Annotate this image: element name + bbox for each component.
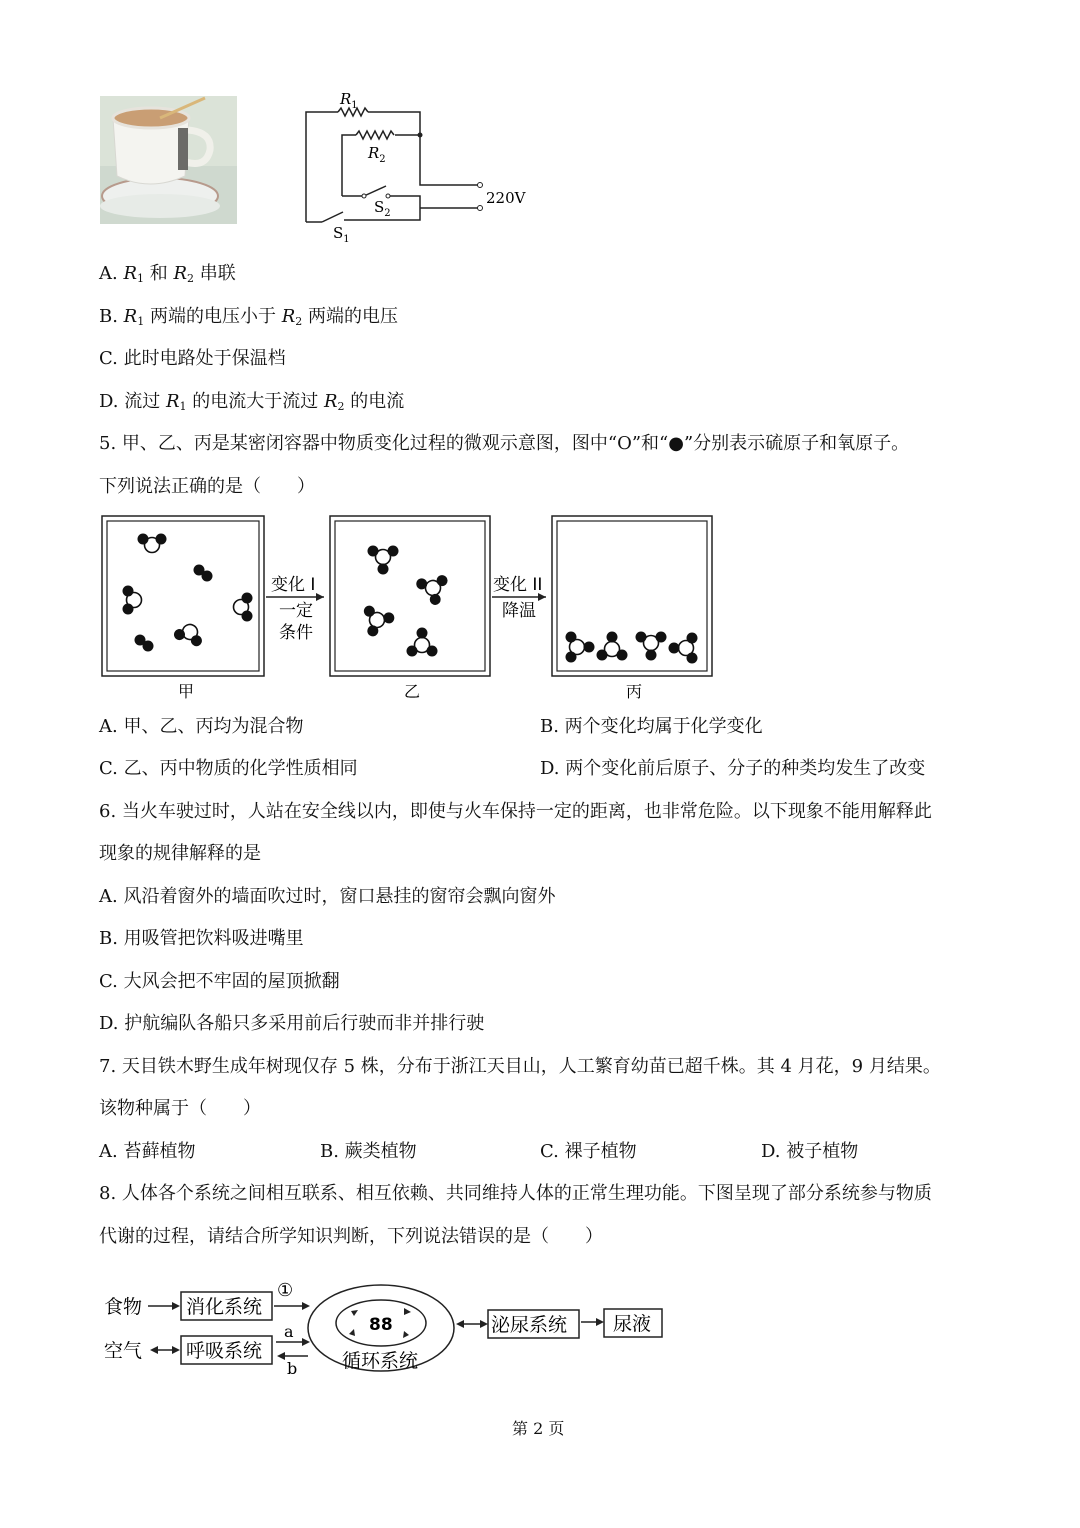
q7-stem-line1: 7. 天目铁木野生成年树现仅存 5 株，分布于浙江天目山，人工繁育幼苗已超千株。其 4 月花，9 月结果。	[99, 1056, 941, 1077]
label-r1: $R_1$	[340, 90, 358, 111]
change2-label-2: 降温	[502, 601, 536, 621]
q5-option-d: D. 两个变化前后原子、分子的种类均发生了改变	[540, 758, 926, 779]
label-urine: 尿液	[613, 1313, 652, 1335]
change1-label-2: 一定	[279, 601, 313, 621]
label-food: 食物	[104, 1296, 143, 1318]
q6-option-d: D. 护航编队各船只多采用前后行驶而非并排行驶	[99, 1013, 485, 1034]
q6-option-b: B. 用吸管把饮料吸进嘴里	[99, 928, 304, 949]
label-s2: $S_2$	[374, 198, 391, 219]
change1-label-1: 变化 I	[271, 575, 316, 595]
label-s1: $S_1$	[333, 224, 350, 245]
label-air: 空气	[104, 1340, 143, 1362]
q6-option-c: C. 大风会把不牢固的屋顶掀翻	[99, 971, 340, 992]
label-voltage: 220V	[486, 189, 526, 207]
label-mark-b: b	[287, 1359, 298, 1378]
q5-option-c: C. 乙、丙中物质的化学性质相同	[99, 758, 358, 779]
box-label-yi: 乙	[404, 682, 421, 701]
q7-option-b: B. 蕨类植物	[320, 1141, 417, 1162]
q4-option-c: C. 此时电路处于保温档	[99, 348, 286, 369]
q5-stem-line2: 下列说法正确的是（ ）	[99, 476, 315, 497]
q6-option-a: A. 风沿着窗外的墙面吹过时，窗口悬挂的窗帘会飘向窗外	[99, 886, 556, 907]
q7-option-a: A. 苔藓植物	[99, 1141, 196, 1162]
q5-stem-line1: 5. 甲、乙、丙是某密闭容器中物质变化过程的微观示意图，图中“O”和“●”分别表示硫原子和氧原子。	[99, 433, 910, 454]
q7-option-d: D. 被子植物	[761, 1141, 859, 1162]
label-circulatory: 循环系统	[342, 1350, 419, 1372]
label-mark-1: ①	[277, 1280, 294, 1301]
q8-stem-line2: 代谢的过程，请结合所学知识判断，下列说法错误的是（ ）	[99, 1226, 603, 1247]
q6-stem-line1: 6. 当火车驶过时，人站在安全线以内，即使与火车保持一定的距离，也非常危险。以下现象不能用解释此	[99, 801, 932, 822]
change2-label-1: 变化 II	[493, 575, 543, 595]
q7-stem-line2: 该物种属于（ ）	[99, 1098, 261, 1119]
q7-option-c: C. 裸子植物	[540, 1141, 637, 1162]
label-mark-a: a	[284, 1322, 294, 1341]
page-number: 第 2 页	[512, 1419, 565, 1438]
q5-option-b: B. 两个变化均属于化学变化	[540, 716, 763, 737]
q4-option-a: A. $R_1$ 和 $R_2$ 串联	[99, 263, 236, 285]
label-respiratory: 呼吸系统	[186, 1340, 263, 1362]
label-urinary: 泌尿系统	[491, 1314, 568, 1336]
q4-option-d: D. 流过 $R_1$ 的电流大于流过 $R_2$ 的电流	[99, 391, 405, 413]
box-label-bing: 丙	[626, 682, 643, 701]
q5-option-a: A. 甲、乙、丙均为混合物	[99, 716, 304, 737]
label-r2: $R_2$	[368, 144, 386, 165]
q6-stem-line2: 现象的规律解释的是	[99, 843, 261, 864]
q8-stem-line1: 8. 人体各个系统之间相互联系、相互依赖、共同维持人体的正常生理功能。下图呈现了部分系统参与物质	[99, 1183, 932, 1204]
heart-icon: 88	[369, 1315, 393, 1335]
change1-label-3: 条件	[279, 623, 313, 643]
label-digestive: 消化系统	[186, 1296, 263, 1318]
box-label-jia: 甲	[178, 682, 195, 701]
q4-option-b: B. $R_1$ 两端的电压小于 $R_2$ 两端的电压	[99, 306, 398, 328]
